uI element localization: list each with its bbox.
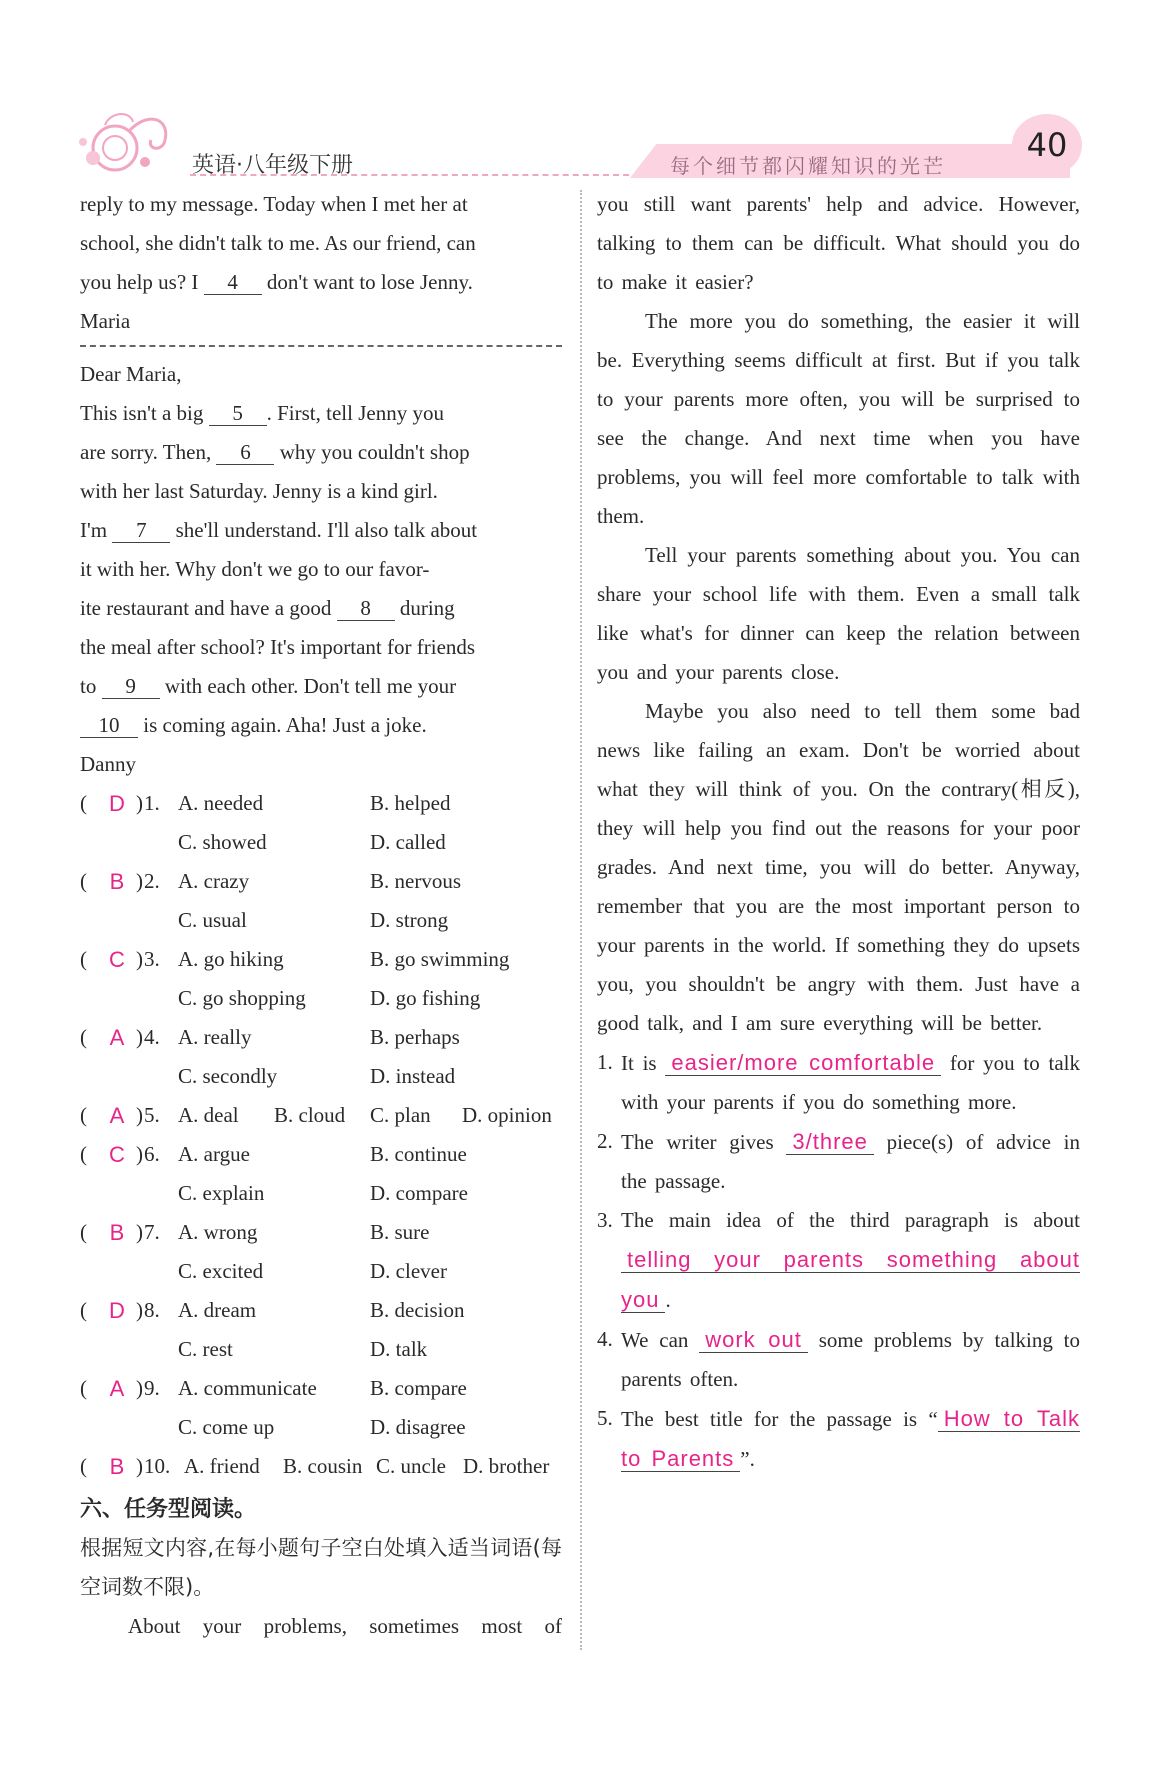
answer-mark: D <box>109 791 125 816</box>
slogan: 每个细节都闪耀知识的光芒 <box>670 154 946 178</box>
question-row-cont: C. go shopping D. go fishing <box>178 986 481 1010</box>
question-row: ( B ) 7. A. wrong B. sure <box>80 1213 562 1252</box>
question-row: ( A ) 9. A. communicate B. compare <box>80 1369 562 1408</box>
text-line: you help us? I 4 don't want to lose Jenny. <box>80 270 473 294</box>
passage-paragraph: Maybe you also need to tell them some bad news like failing an exam. Don't be worried about what they will think of you. On the contrary(相反), they will help you find out the reasons for your poor grades. And next time, you will do better. Anyway, remember that you are the most important person to your parents in the world. If something they do upsets you, you shouldn't be angry with them. Just have a good talk, and I am sure everything will be better. <box>597 699 1080 1035</box>
right-column <box>597 185 1080 1479</box>
answer-mark: C <box>109 1142 125 1167</box>
book-title: 英语·八年级下册 <box>192 153 353 178</box>
filled-answer: 3/three <box>786 1129 874 1155</box>
answer-mark: B <box>109 1220 125 1245</box>
page-header <box>70 110 1090 190</box>
text-line: 10 is coming again. Aha! Just a joke. <box>80 706 562 745</box>
answer-mark: C <box>109 947 125 972</box>
text-line: ite restaurant and have a good 8 during <box>80 596 455 620</box>
blank-9: 9 <box>102 674 160 699</box>
blank-8: 8 <box>337 596 395 621</box>
passage-paragraph: Tell your parents something about you. You can share your school life with them. Even a small talk like what's for dinner can keep the relation between you and your parents close. <box>597 543 1080 684</box>
task-item-5: 5. The best title for the passage is “ How to Talk to Parents ”. <box>597 1406 1080 1471</box>
question-row-cont: C. rest D. talk <box>178 1337 428 1361</box>
blank-4: 4 <box>204 270 262 295</box>
left-column <box>80 185 562 1646</box>
question-row: ( C ) 6. A. argue B. continue <box>80 1135 562 1174</box>
text-line: This isn't a big 5 . First, tell Jenny you <box>80 401 444 425</box>
text-line: reply to my message. Today when I met her at <box>80 192 468 216</box>
answer-mark: D <box>109 1298 125 1323</box>
text-line: it with her. Why don't we go to our favor- <box>80 557 430 581</box>
question-row: ( B ) 2. A. crazy B. nervous <box>80 862 562 901</box>
text-line: school, she didn't talk to me. As our friend, can <box>80 231 476 255</box>
task-item-3: 3. The main idea of the third paragraph is about telling your parents something about you . <box>597 1208 1080 1312</box>
blank-7: 7 <box>112 518 170 543</box>
passage-paragraph: The more you do something, the easier it will be. Everything seems difficult at first. But if you talk to your parents more often, you will be surprised to see the change. And next time when you have problems, you will feel more comfortable to talk with them. <box>597 309 1080 528</box>
text-line: are sorry. Then, 6 why you couldn't shop <box>80 440 470 464</box>
filled-answer: work out <box>699 1327 808 1353</box>
text-line: to 9 with each other. Don't tell me your <box>80 674 457 698</box>
text-line: I'm 7 she'll understand. I'll also talk about <box>80 518 478 542</box>
greeting: Dear Maria, <box>80 362 182 386</box>
answer-mark: B <box>109 869 125 894</box>
task-item-4: 4. We can work out some problems by talking to parents often. <box>597 1327 1080 1391</box>
passage-paragraph: you still want parents' help and advice. However, talking to them can be difficult. What should you do to make it easier? <box>597 192 1080 294</box>
column-divider <box>580 190 582 1650</box>
question-row: ( D ) 1. A. needed B. helped <box>80 784 562 823</box>
letter-separator <box>80 345 562 347</box>
question-row: ( B ) 10. A. friend B. cousin C. uncle D. brother <box>80 1447 562 1486</box>
question-row-cont: C. explain D. compare <box>178 1181 468 1205</box>
text-line: the meal after school? It's important for friends <box>80 635 476 659</box>
signature-danny: Danny <box>80 752 136 776</box>
text-line: with her last Saturday. Jenny is a kind girl. <box>80 479 438 503</box>
question-row-cont: C. secondly D. instead <box>178 1064 456 1088</box>
question-row: ( A ) 4. A. really B. perhaps <box>80 1018 562 1057</box>
answer-mark: A <box>109 1376 125 1401</box>
question-row-cont: C. showed D. called <box>178 830 446 854</box>
task-item-1: 1. It is easier/more comfortable for you to talk with your parents if you do something more. <box>597 1050 1081 1114</box>
question-row: ( A ) 5. A. deal B. cloud C. plan D. opinion <box>80 1096 562 1135</box>
question-row: ( D ) 8. A. dream B. decision <box>80 1291 562 1330</box>
question-row-cont: C. excited D. clever <box>178 1259 447 1283</box>
signature-maria: Maria <box>80 309 131 333</box>
answer-mark: A <box>109 1025 125 1050</box>
filled-answer: How to Talk to Parents <box>621 1406 1080 1471</box>
question-row-cont: C. usual D. strong <box>178 908 449 932</box>
question-row-cont: C. come up D. disagree <box>178 1415 466 1439</box>
passage-start: About your problems, sometimes most of <box>128 1614 562 1638</box>
task-item-2: 2. The writer gives 3/three piece(s) of advice in the passage. <box>597 1129 1081 1193</box>
answer-mark: A <box>109 1103 125 1128</box>
filled-answer: telling your parents something about you <box>621 1247 1080 1312</box>
blank-5: 5 <box>209 401 267 426</box>
question-row: ( C ) 3. A. go hiking B. go swimming <box>80 940 562 979</box>
section-title: 六、任务型阅读。 <box>80 1497 257 1522</box>
answer-mark: B <box>109 1454 125 1479</box>
page-number: 40 <box>1026 126 1068 164</box>
section-instruction: 根据短文内容,在每小题句子空白处填入适当词语(每空词数不限)。 <box>80 1536 562 1599</box>
blank-10: 10 <box>80 713 138 738</box>
filled-answer: easier/more comfortable <box>665 1050 941 1076</box>
blank-6: 6 <box>216 440 274 465</box>
